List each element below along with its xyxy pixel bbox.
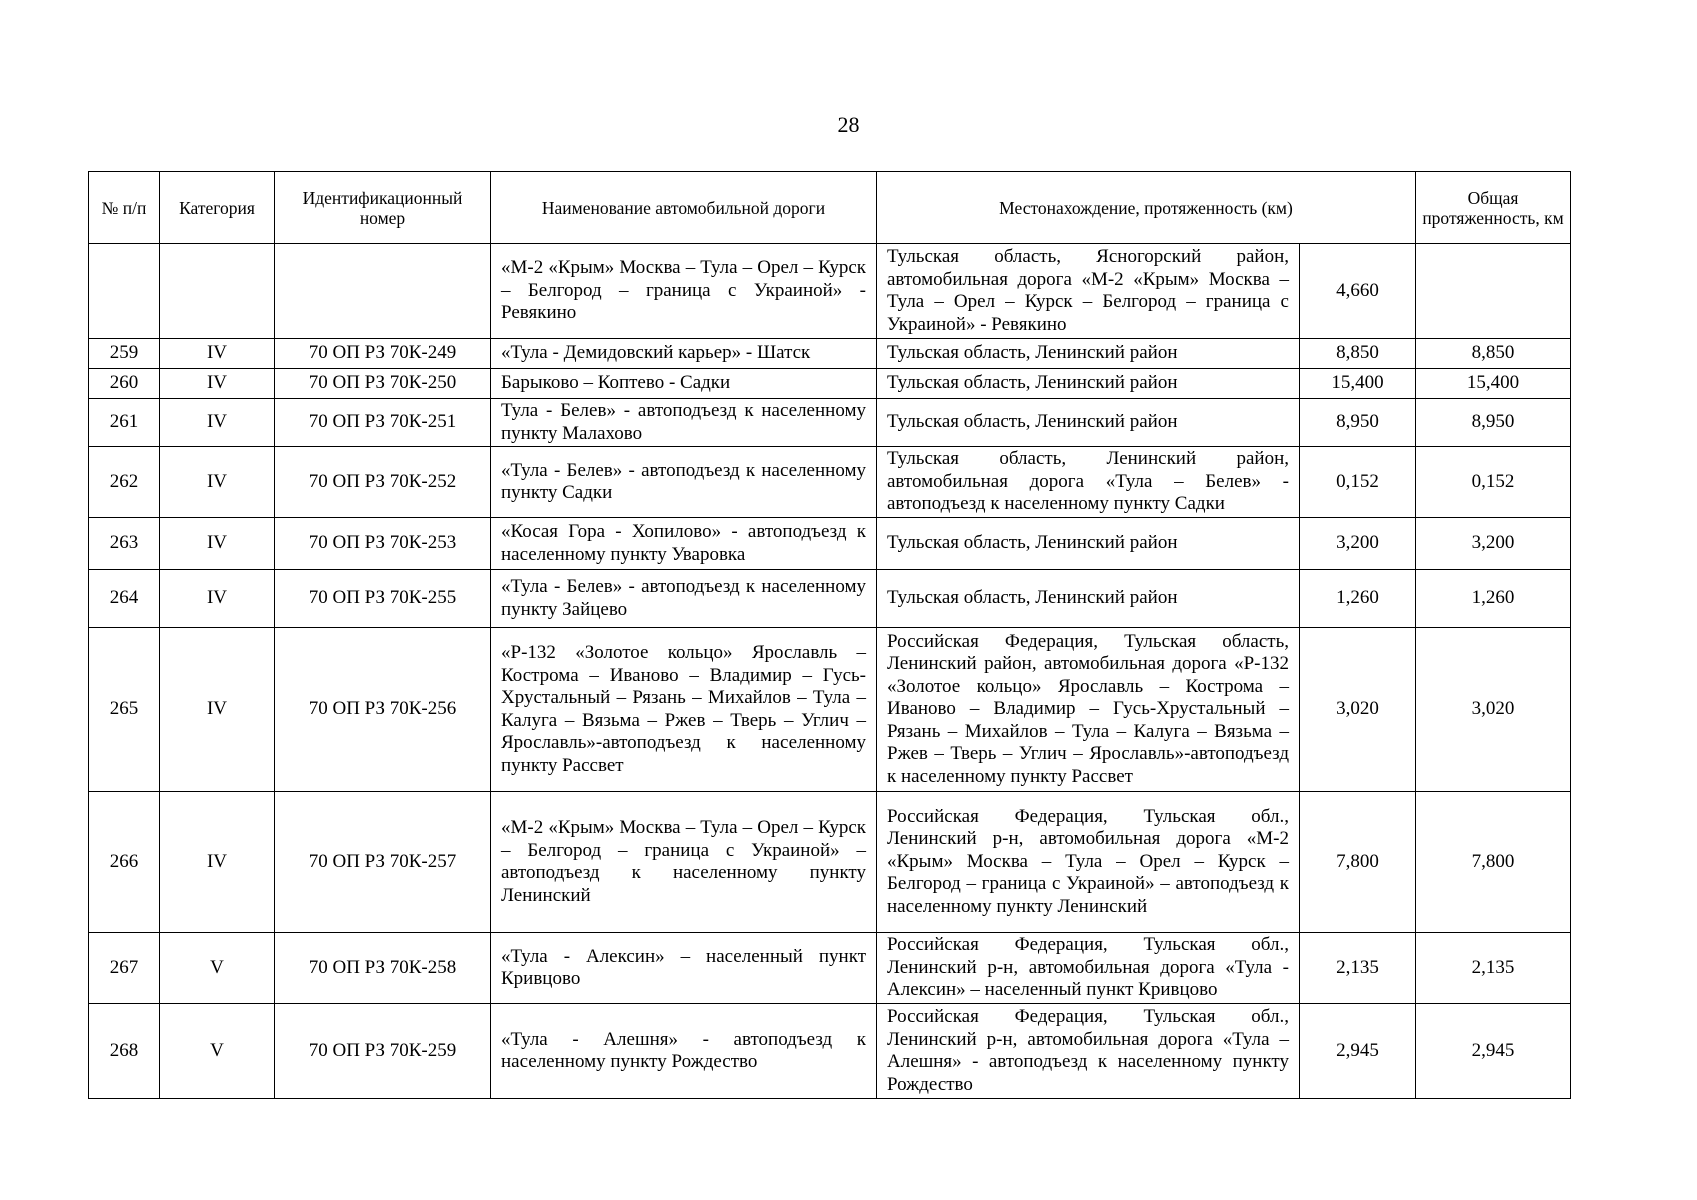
cell-category: IV <box>160 570 275 628</box>
cell-name: «М-2 «Крым» Москва – Тула – Орел – Курск – Белгород – граница с Украиной» – автоподъезд к населенному пункту Ленинский <box>491 792 877 933</box>
roads-table <box>88 171 1571 1099</box>
cell-location: Тульская область, Ленинский район <box>877 399 1300 447</box>
cell-location: Российская Федерация, Тульская область, Ленинский район, автомобильная дорога «Р-132 «Золотое кольцо» Ярославль – Кострома – Иваново – Владимир – Гусь-Хрустальный – Рязань – Михайлов – Тула – Калуга – Вязьма – Ржев – Тверь – Углич – Ярославль»-автоподъезд к населенному пункту Рассвет <box>877 628 1300 792</box>
table-row <box>89 792 1571 933</box>
cell-id: 70 ОП РЗ 70К-253 <box>275 518 491 570</box>
cell-num: 262 <box>89 447 160 518</box>
table-row <box>89 447 1571 518</box>
cell-category: IV <box>160 369 275 399</box>
cell-id: 70 ОП РЗ 70К-256 <box>275 628 491 792</box>
cell-id: 70 ОП РЗ 70К-252 <box>275 447 491 518</box>
table-header <box>89 172 1571 244</box>
cell-name: «Тула - Алешня» - автоподъезд к населенному пункту Рождество <box>491 1004 877 1099</box>
table-row <box>89 339 1571 369</box>
cell-length: 8,850 <box>1300 339 1416 369</box>
header-total: Общая протяженность, км <box>1416 172 1571 244</box>
table-row <box>89 244 1571 339</box>
cell-length: 2,135 <box>1300 933 1416 1004</box>
header-location: Местонахождение, протяженность (км) <box>877 172 1416 244</box>
cell-total: 8,850 <box>1416 339 1571 369</box>
cell-location: Тульская область, Ленинский район <box>877 369 1300 399</box>
cell-num: 263 <box>89 518 160 570</box>
cell-total <box>1416 244 1571 339</box>
cell-location: Российская Федерация, Тульская обл., Ленинский р-н, автомобильная дорога «Тула - Алексин» – населенный пункт Кривцово <box>877 933 1300 1004</box>
cell-location: Российская Федерация, Тульская обл., Ленинский р-н, автомобильная дорога «Тула – Алешня» - автоподъезд к населенному пункту Рождество <box>877 1004 1300 1099</box>
cell-num: 268 <box>89 1004 160 1099</box>
table-row <box>89 518 1571 570</box>
cell-category: IV <box>160 792 275 933</box>
cell-total: 1,260 <box>1416 570 1571 628</box>
cell-name: «Тула - Демидовский карьер» - Шатск <box>491 339 877 369</box>
cell-name: «Косая Гора - Хопилово» - автоподъезд к населенному пункту Уваровка <box>491 518 877 570</box>
cell-name: «Тула - Белев» - автоподъезд к населенному пункту Зайцево <box>491 570 877 628</box>
header-category: Категория <box>160 172 275 244</box>
cell-name: Барыково – Коптево - Садки <box>491 369 877 399</box>
cell-id: 70 ОП РЗ 70К-255 <box>275 570 491 628</box>
cell-category <box>160 244 275 339</box>
cell-length: 3,200 <box>1300 518 1416 570</box>
cell-length: 1,260 <box>1300 570 1416 628</box>
cell-num: 265 <box>89 628 160 792</box>
cell-location: Тульская область, Ленинский район <box>877 518 1300 570</box>
table-row <box>89 570 1571 628</box>
table-row <box>89 399 1571 447</box>
cell-num: 264 <box>89 570 160 628</box>
header-name: Наименование автомобильной дороги <box>491 172 877 244</box>
cell-id: 70 ОП РЗ 70К-251 <box>275 399 491 447</box>
cell-length: 4,660 <box>1300 244 1416 339</box>
cell-num: 259 <box>89 339 160 369</box>
table-row <box>89 933 1571 1004</box>
cell-length: 3,020 <box>1300 628 1416 792</box>
cell-id: 70 ОП РЗ 70К-257 <box>275 792 491 933</box>
cell-total: 3,020 <box>1416 628 1571 792</box>
cell-name: «Р-132 «Золотое кольцо» Ярославль – Кострома – Иваново – Владимир – Гусь-Хрустальный – Рязань – Михайлов – Тула – Калуга – Вязьма – Ржев – Тверь – Углич – Ярославль»-автоподъезд к населенному пункту Рассвет <box>491 628 877 792</box>
cell-length: 2,945 <box>1300 1004 1416 1099</box>
cell-total: 0,152 <box>1416 447 1571 518</box>
cell-total: 8,950 <box>1416 399 1571 447</box>
cell-total: 7,800 <box>1416 792 1571 933</box>
cell-total: 15,400 <box>1416 369 1571 399</box>
header-num: № п/п <box>89 172 160 244</box>
cell-total: 3,200 <box>1416 518 1571 570</box>
cell-category: V <box>160 1004 275 1099</box>
cell-id: 70 ОП РЗ 70К-250 <box>275 369 491 399</box>
table-row <box>89 628 1571 792</box>
cell-location: Российская Федерация, Тульская обл., Ленинский р-н, автомобильная дорога «М-2 «Крым» Москва – Тула – Орел – Курск – Белгород – граница с Украиной» – автоподъезд к населенному пункту Ленинский <box>877 792 1300 933</box>
table-row <box>89 1004 1571 1099</box>
cell-category: IV <box>160 447 275 518</box>
cell-id: 70 ОП РЗ 70К-259 <box>275 1004 491 1099</box>
cell-name: Тула - Белев» - автоподъезд к населенному пункту Малахово <box>491 399 877 447</box>
cell-name: «Тула - Алексин» – населенный пункт Кривцово <box>491 933 877 1004</box>
cell-name: «Тула - Белев» - автоподъезд к населенному пункту Садки <box>491 447 877 518</box>
cell-num: 266 <box>89 792 160 933</box>
cell-length: 0,152 <box>1300 447 1416 518</box>
cell-total: 2,135 <box>1416 933 1571 1004</box>
cell-length: 7,800 <box>1300 792 1416 933</box>
cell-category: IV <box>160 518 275 570</box>
cell-name: «М-2 «Крым» Москва – Тула – Орел – Курск – Белгород – граница с Украиной» - Ревякино <box>491 244 877 339</box>
cell-category: V <box>160 933 275 1004</box>
cell-location: Тульская область, Ленинский район, автомобильная дорога «Тула – Белев» - автоподъезд к населенному пункту Садки <box>877 447 1300 518</box>
cell-num <box>89 244 160 339</box>
cell-category: IV <box>160 628 275 792</box>
cell-location: Тульская область, Ленинский район <box>877 570 1300 628</box>
cell-total: 2,945 <box>1416 1004 1571 1099</box>
cell-category: IV <box>160 399 275 447</box>
cell-location: Тульская область, Ленинский район <box>877 339 1300 369</box>
cell-num: 261 <box>89 399 160 447</box>
cell-num: 260 <box>89 369 160 399</box>
page-number: 28 <box>837 112 860 137</box>
cell-length: 15,400 <box>1300 369 1416 399</box>
header-id: Идентификационный номер <box>275 172 491 244</box>
cell-id: 70 ОП РЗ 70К-249 <box>275 339 491 369</box>
cell-id: 70 ОП РЗ 70К-258 <box>275 933 491 1004</box>
table-row <box>89 369 1571 399</box>
cell-location: Тульская область, Ясногорский район, автомобильная дорога «М-2 «Крым» Москва – Тула – Орел – Курск – Белгород – граница с Украиной» - Ревякино <box>877 244 1300 339</box>
cell-id <box>275 244 491 339</box>
cell-length: 8,950 <box>1300 399 1416 447</box>
cell-category: IV <box>160 339 275 369</box>
header-row <box>89 172 1571 244</box>
table-body <box>89 244 1571 1099</box>
cell-num: 267 <box>89 933 160 1004</box>
